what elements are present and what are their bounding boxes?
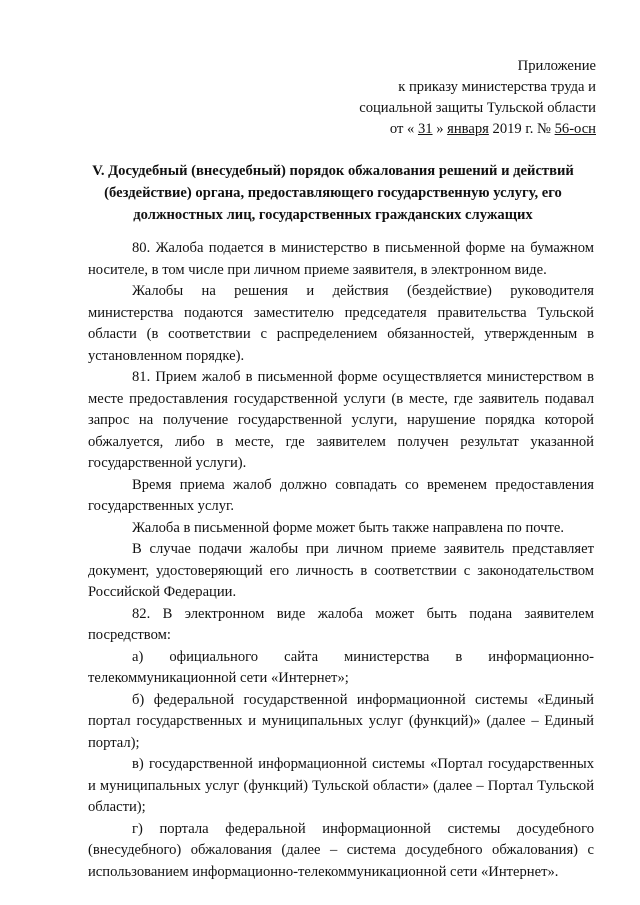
paragraph-by-mail: Жалоба в письменной форме может быть также направлена по почте. [132, 519, 565, 536]
date-day: 31 [417, 121, 433, 137]
paragraph-81: 81. Прием жалоб в письменной форме осуществляется министерством в месте предоставления государственной услуги (в месте, где заявитель подавал запрос на получение государственной услуги, нарушение порядка которой обжалуется, либо в месте, где заявителем получен результат указанной государственной услуги). [88, 369, 594, 471]
list-item-g: г) портала федеральной информационной системы досудебного (внесудебного) обжалования (далее – система досудебного обжалования) с использованием информационно-телекоммуникационной сети «Интернет». [88, 820, 594, 880]
section-heading: V. Досудебный (внесудебный) порядок обжалования решений и действий (бездействие) органа, предоставляющего государственную услугу, его должностных лиц, государственных гражданских служащих [92, 163, 574, 223]
paragraph-82: 82. В электронном виде жалоба может быть подана заявителем посредством: [88, 605, 594, 643]
document-body [88, 238, 594, 883]
list-item-a: а) официального сайта министерства в информационно-телекоммуникационной сети «Интернет»; [88, 648, 594, 686]
date-prefix: от « [389, 121, 415, 137]
appendix-order-line: к приказу министерства труда и [398, 79, 596, 95]
order-number: 56-осн [554, 121, 596, 137]
paragraph-personal-reception: В случае подачи жалобы при личном приеме заявитель представляет документ, удостоверяющий его личность в соответствии с законодательством Российской Федерации. [88, 541, 594, 600]
date-separator: » [436, 121, 444, 137]
list-item-v: в) государственной информационной системы «Портал государственных и муниципальных услуг (функций) Тульской области» (далее – Портал Тульской области); [88, 756, 594, 815]
paragraph-80: 80. Жалоба подается в министерство в письменной форме на бумажном носителе, в том числе при личном приеме заявителя, в электронном виде. [88, 240, 594, 278]
appendix-block [359, 56, 596, 140]
paragraph-complaints-head: Жалобы на решения и действия (бездействие) руководителя министерства подаются заместителю председателя правительства Тульской области (в соответствии с распределением обязанностей, утвержденным в установленном порядке). [88, 283, 594, 364]
paragraph-reception-time: Время приема жалоб должно совпадать со временем предоставления государственных услуг. [88, 476, 594, 514]
appendix-date-line [359, 119, 596, 140]
list-item-b: б) федеральной государственной информационной системы «Единый портал государственных и муниципальных услуг (функций)» (далее – Единый портал); [88, 691, 594, 751]
date-year: 2019 г. № [492, 121, 551, 137]
appendix-title: Приложение [517, 58, 596, 74]
date-month: января [447, 121, 489, 137]
appendix-ministry-line: социальной защиты Тульской области [359, 100, 596, 116]
